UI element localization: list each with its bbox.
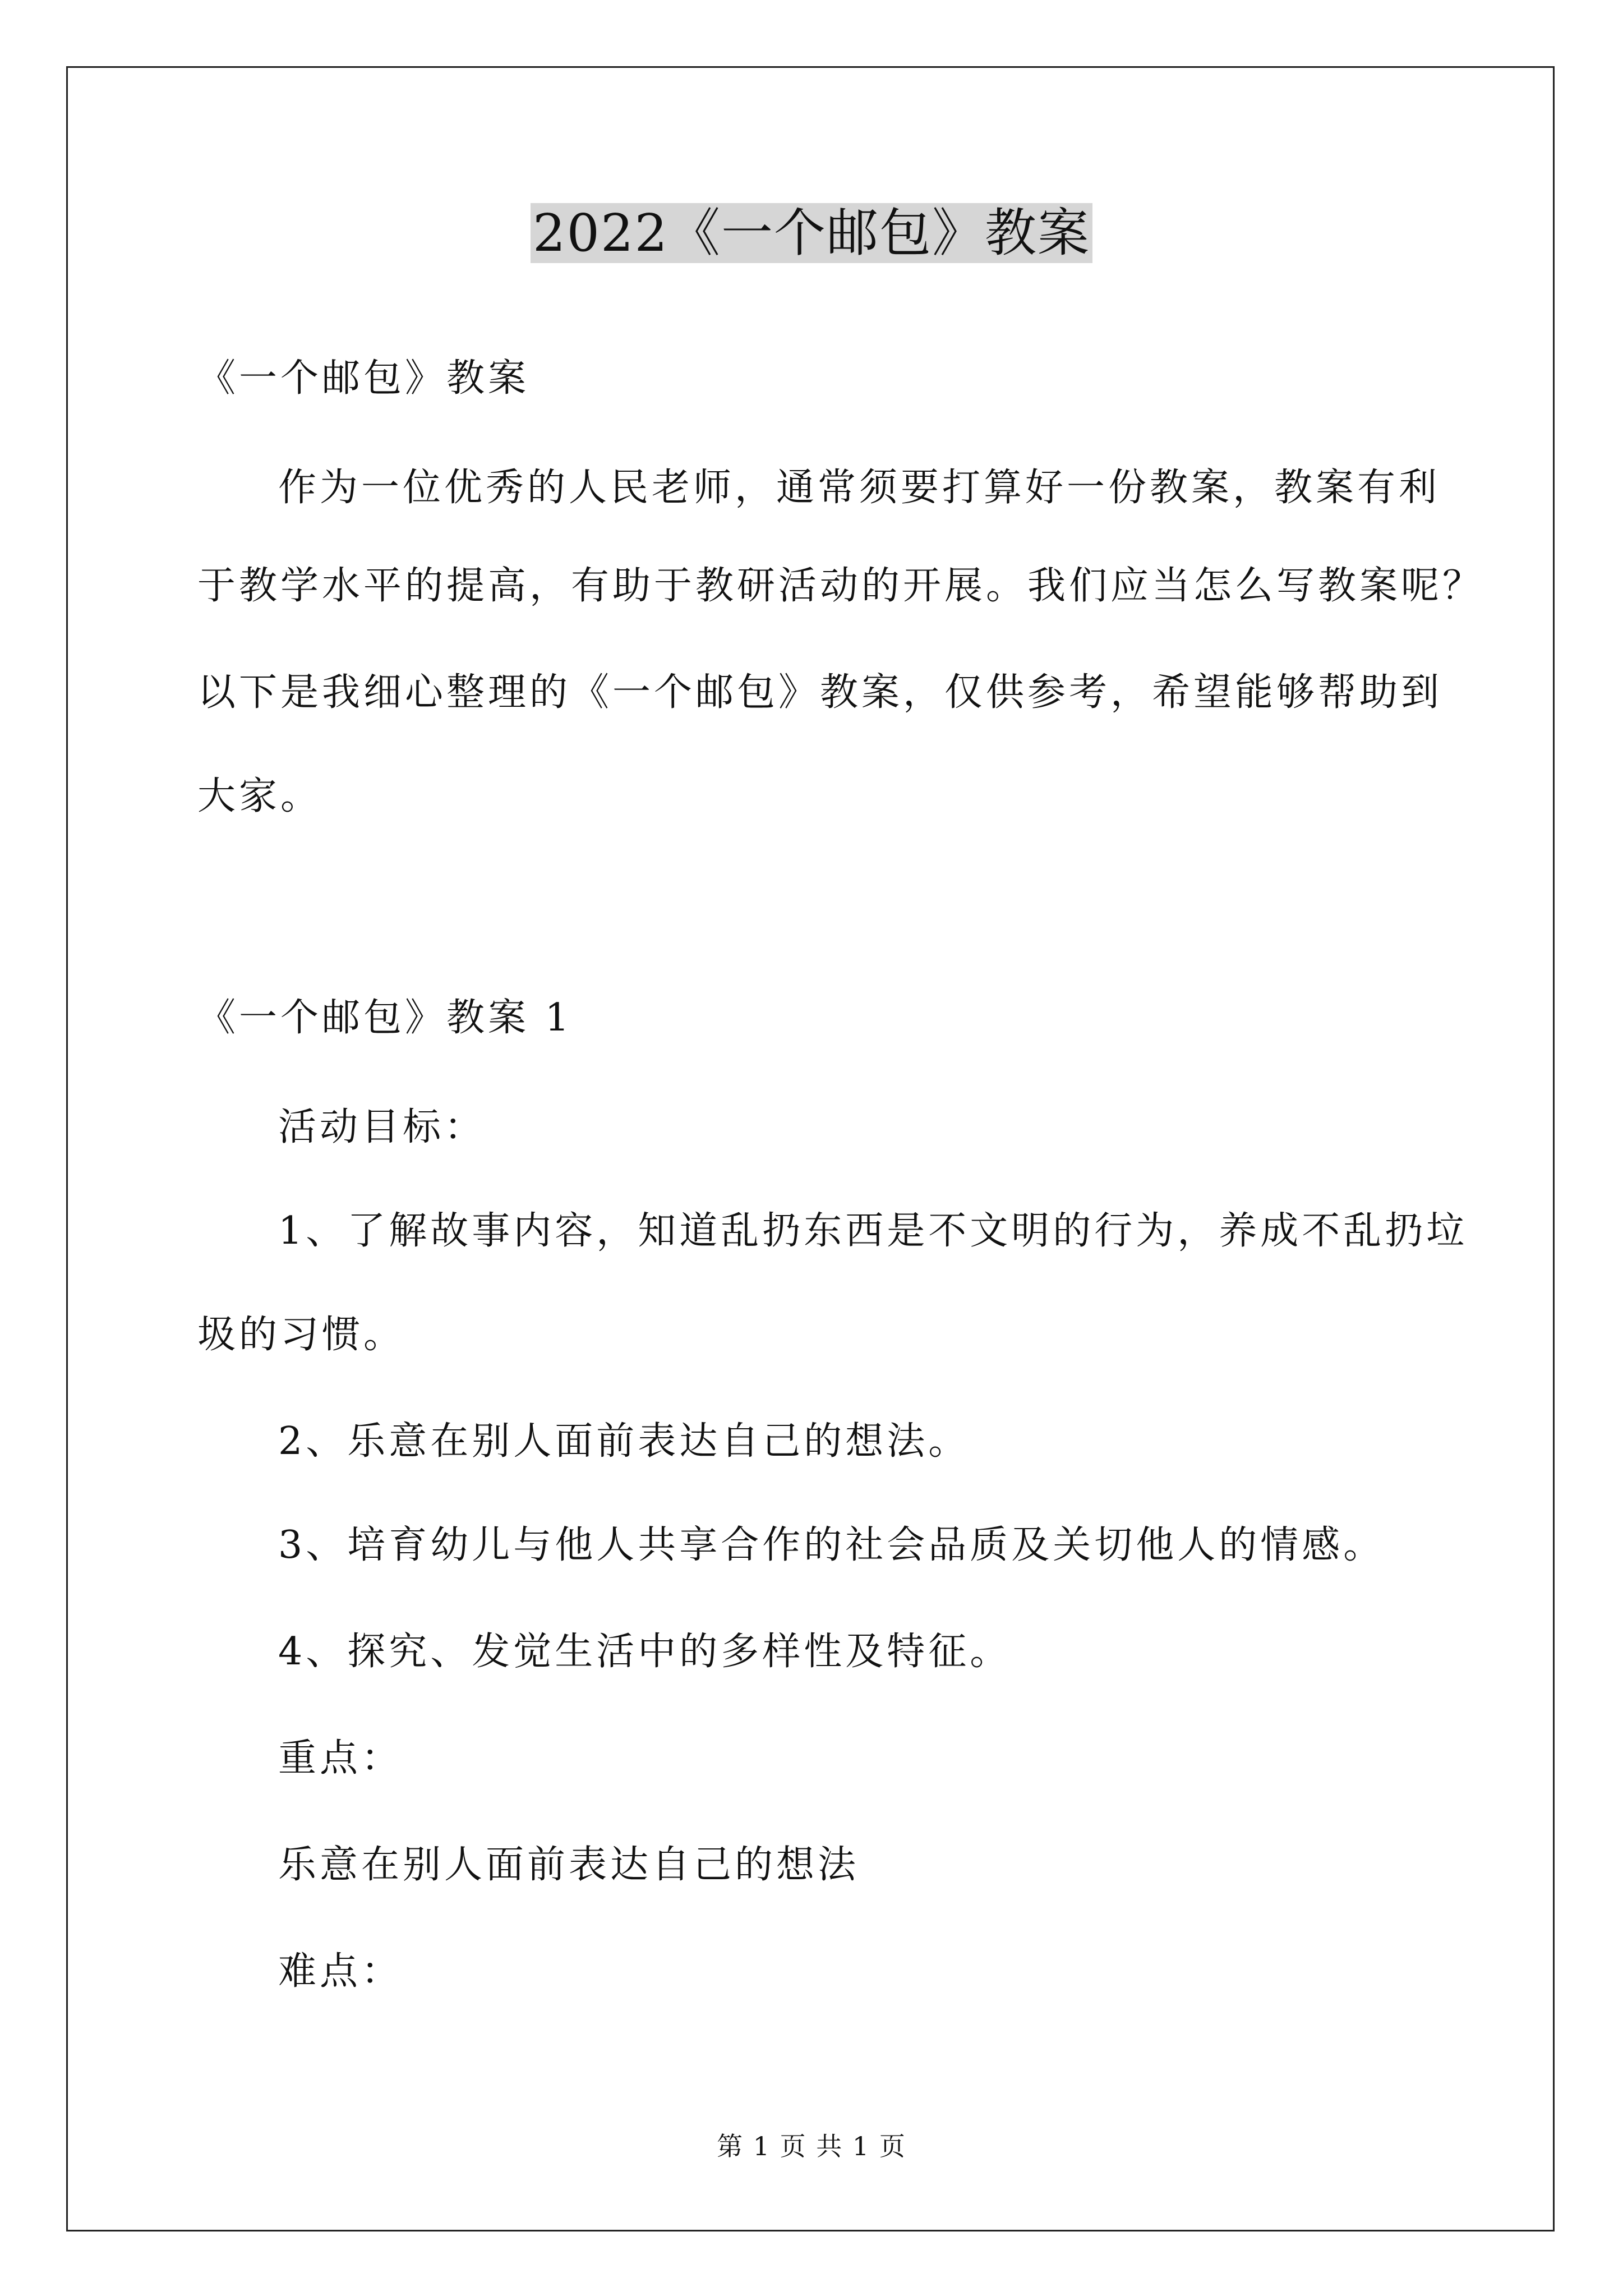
intro-paragraph-line-2: 于教学水平的提高，有助于教研活动的开展。我们应当怎么写教案呢？ (197, 564, 1484, 608)
objective-1-line-1: 1、了解故事内容，知道乱扔东西是不文明的行为，养成不乱扔垃 (278, 1209, 1468, 1253)
page-footer: 第 1 页 共 1 页 (717, 2131, 906, 2161)
intro-paragraph-line-4: 大家。 (197, 774, 322, 818)
objectives-heading: 活动目标： (278, 1105, 486, 1149)
intro-paragraph-line-1: 作为一位优秀的人民老师，通常须要打算好一份教案，教案有利 (278, 466, 1441, 510)
subtitle: 《一个邮包》教案 (197, 356, 530, 401)
difficulty-heading: 难点： (278, 1949, 403, 1994)
document-title (0, 196, 1623, 270)
key-point-text: 乐意在别人面前表达自己的想法 (278, 1843, 860, 1887)
objective-4: 4、探究、发觉生活中的多样性及特征。 (278, 1630, 1012, 1674)
section-heading: 《一个邮包》教案 1 (197, 996, 573, 1040)
objective-3: 3、培育幼儿与他人共享合作的社会品质及关切他人的情感。 (278, 1523, 1385, 1567)
objective-2: 2、乐意在别人面前表达自己的想法。 (278, 1419, 970, 1464)
key-point-heading: 重点： (278, 1736, 403, 1780)
objective-1-line-2: 圾的习惯。 (197, 1313, 405, 1357)
intro-paragraph-line-3: 以下是我细心整理的《一个邮包》教案，仅供参考，希望能够帮助到 (197, 670, 1443, 715)
document-title-text: 2022《一个邮包》教案 (531, 203, 1092, 263)
